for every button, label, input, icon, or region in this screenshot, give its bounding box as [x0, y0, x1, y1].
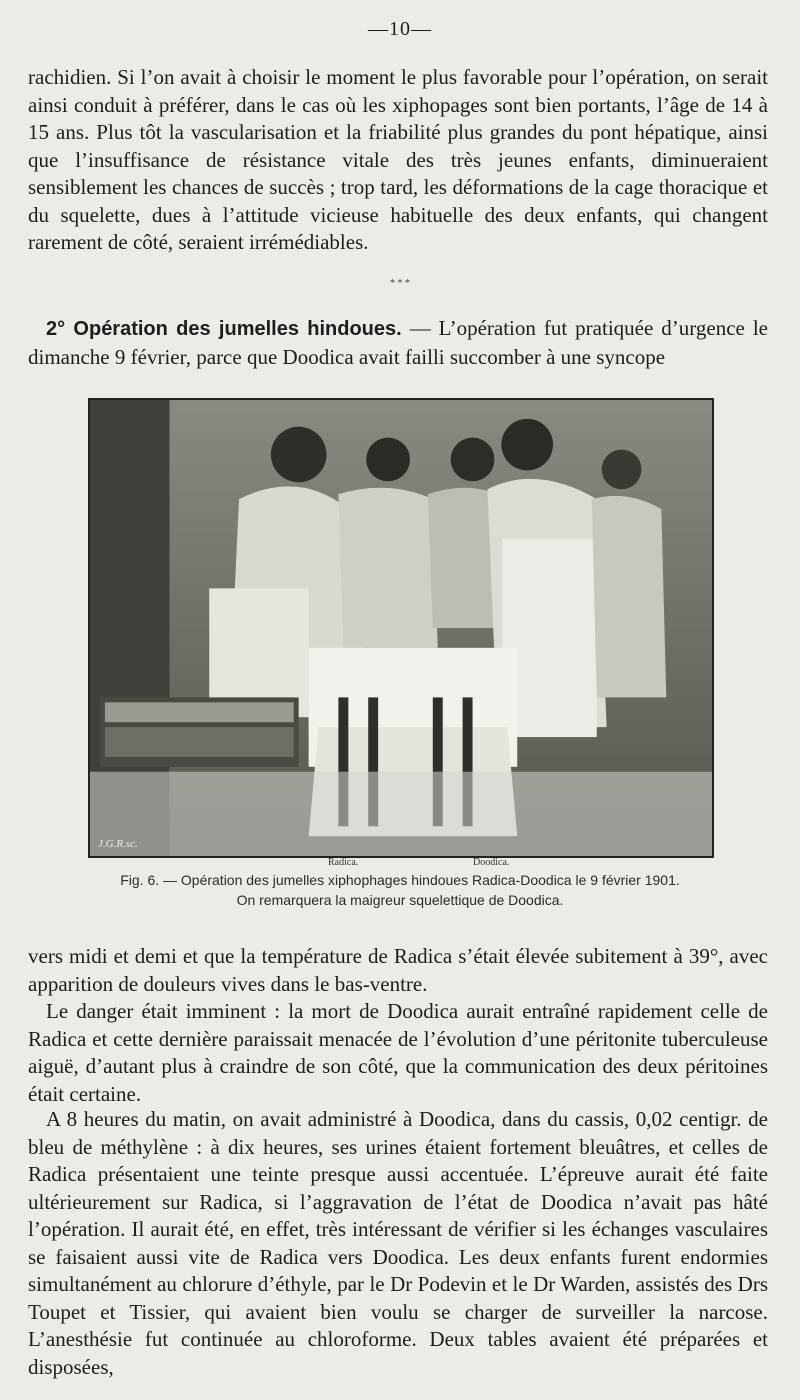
section-separator: * * * [390, 278, 410, 289]
instrument-tray [100, 697, 299, 766]
caption-line-2: On remarquera la maigreur squelettique de Doodica. [236, 892, 564, 908]
caption-line-1: Fig. 6. — Opération des jumelles xiphophages hindoues Radica-Doodica le 9 février 1901. [120, 872, 680, 888]
paragraph-1: rachidien. Si l’on avait à choisir le moment le plus favorable pour l’opération, on serait ainsi conduit à préférer, dans le cas où les xiphopages sont bien portants, l’âge de 14 à 15 ans. Plus tôt la vascularisation et la friabilité plus grandes du pont hépatique, ainsi que l’insuffisance de résistance vitale des très jeunes enfants, diminueraient sensiblement les chances de succès ; trop tard, les déformations de la cage thoracique et du squelette, dues à l’attitude vicieuse habituelle des deux enfants, qui changent rarement de côté, seraient irrémédiables. [28, 65, 768, 254]
label-doodica: Doodica. [473, 857, 510, 868]
paragraph-4: Le danger était imminent : la mort de Doodica aurait entraîné rapidement celle de Radica et cette dernière paraissait menacée de l’évolution d’une péritonite tuberculeuse aiguë, d’autant plus à craindre de son côté, que la communication des deux péritoines était certaine. [28, 999, 768, 1106]
figure-photograph [88, 398, 714, 858]
label-radica: Radica. [328, 857, 359, 868]
figure-caption [60, 870, 740, 910]
paragraph-2 [28, 315, 768, 371]
section-heading: 2° Opération des jumelles hindoues. [46, 318, 402, 340]
page-number: —10— [368, 18, 432, 40]
paragraph-3: vers midi et demi et que la température de Radica s’était élevée subitement à 39°, avec apparition de douleurs vives dans le bas-ventre. [28, 944, 768, 996]
engraver-mark: J.G.R.sc. [98, 838, 138, 850]
surgery-photo-illustration [90, 400, 712, 856]
paragraph-2-text: — L’opération fut pratiquée d’urgence le dimanche 9 février, parce que Doodica avait failli succomber à une syncope [28, 316, 769, 369]
paragraph-5: A 8 heures du matin, on avait administré à Doodica, dans du cassis, 0,02 centigr. de bleu de méthylène : à dix heures, ses urines étaient fortement bleuâtres, et celles de Radica présentaient une teinte presque aussi accentuée. L’épreuve aurait été faite ultérieurement sur Radica, si l’aggravation de l’état de Doodica n’avait pas hâté l’opération. Il aurait été, en effet, très intéressant de vérifier si les échanges vasculaires se faisaient aussi vite de Radica vers Doodica. Les deux enfants furent endormies simultanément au chlorure d’éthyle, par le Dr Podevin et le Dr Warden, assistés des Drs Toupet et Tissier, qui avaient bien voulu se charger de surveiller la narcose. L’anesthésie fut continuée au chloroforme. Deux tables avaient été préparées et disposées, [28, 1107, 768, 1379]
